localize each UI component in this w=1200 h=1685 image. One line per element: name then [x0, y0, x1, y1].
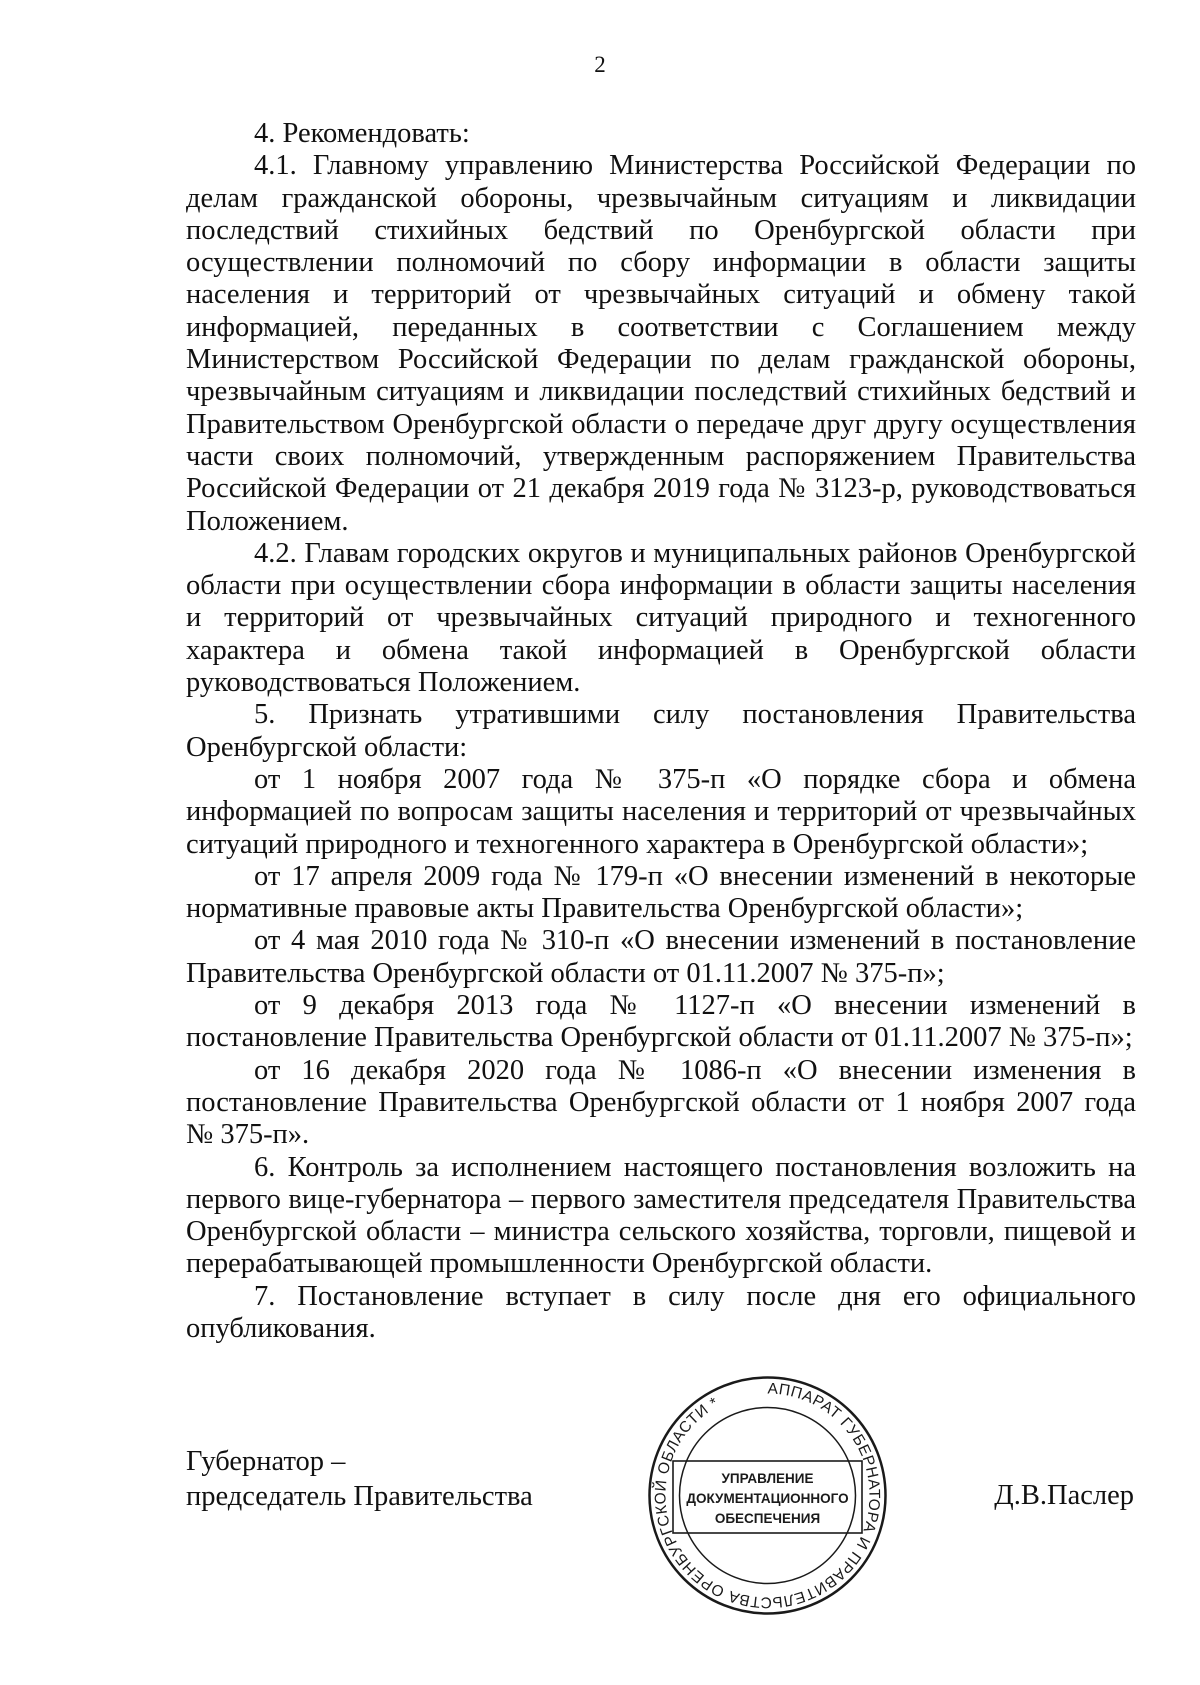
- repealed-item-5: от 16 декабря 2020 года № 1086-п «О внесении изменения в постановление Правительства Оренбургской области от 1 ноября 2007 года № 375-п».: [186, 1054, 1136, 1151]
- seal-center-line2: ДОКУМЕНТАЦИОННОГО: [686, 1491, 849, 1506]
- paragraph-4-1: 4.1. Главному управлению Министерства Российской Федерации по делам гражданской обороны, чрезвычайным ситуациям и ликвидации последствий стихийных бедствий по Оренбургской области при осуществлении полномочий по сбору информации в области защиты населения и территорий от чрезвычайных ситуаций и обмену такой информацией, переданных в соответствии с Соглашением между Министерством Российской Федерации по делам гражданской обороны, чрезвычайным ситуациям и ликвидации последствий стихийных бедствий и Правительством Оренбургской области о передаче друг другу осуществления части своих полномочий, утвержденным распоряжением Правительства Российской Федерации от 21 декабря 2019 года № 3123-р, руководствоваться Положением.: [186, 150, 1136, 537]
- paragraph-6: 6. Контроль за исполнением настоящего постановления возложить на первого вице-губернатора – первого заместителя председателя Правительства Оренбургской области – министра сельского хозяйства, торговли, пищевой и перерабатывающей промышленности Оренбургской области.: [186, 1151, 1136, 1280]
- page-number: 2: [594, 52, 606, 77]
- document-body: [186, 118, 1136, 1345]
- repealed-item-2: от 17 апреля 2009 года № 179-п «О внесении изменений в некоторые нормативные правовые акты Правительства Оренбургской области»;: [186, 860, 1136, 925]
- repealed-item-4: от 9 декабря 2013 года № 1127-п «О внесении изменений в постановление Правительства Оренбургской области от 01.11.2007 № 375-п»;: [186, 990, 1136, 1054]
- paragraph-4-2: 4.2. Главам городских округов и муниципальных районов Оренбургской области при осуществлении сбора информации в области защиты населения и территорий от чрезвычайных ситуаций природного и техногенного характера и обмена такой информацией в Оренбургской области руководствоваться Положением.: [186, 537, 1136, 699]
- signatory-name: Д.В.Паслер: [994, 1480, 1134, 1511]
- seal-ring-textpath: АППАРАТ ГУБЕРНАТОРА И ПРАВИТЕЛЬСТВА ОРЕНБУРГСКОЙ ОБЛАСТИ *: [652, 1380, 883, 1611]
- signatory-position-line1: Губернатор –: [186, 1446, 346, 1477]
- repealed-item-1: от 1 ноября 2007 года № 375-п «О порядке сбора и обмена информацией по вопросам защиты населения и территорий от чрезвычайных ситуаций природного и техногенного характера в Оренбургской области»;: [186, 763, 1136, 860]
- official-seal: [645, 1373, 890, 1618]
- seal-center-line1: УПРАВЛЕНИЕ: [721, 1471, 814, 1486]
- paragraph-7: 7. Постановление вступает в силу после дня его официального опубликования.: [186, 1280, 1136, 1344]
- paragraph-4: 4. Рекомендовать:: [254, 118, 470, 149]
- paragraph-5: 5. Признать утратившими силу постановления Правительства Оренбургской области:: [186, 699, 1136, 763]
- seal-center-line3: ОБЕСПЕЧЕНИЯ: [714, 1511, 821, 1526]
- repealed-item-3: от 4 мая 2010 года № 310-п «О внесении изменений в постановление Правительства Оренбургской области от 01.11.2007 № 375-п»;: [186, 925, 1136, 989]
- signatory-position: [186, 1444, 533, 1514]
- signatory-position-line2: председатель Правительства: [186, 1481, 533, 1512]
